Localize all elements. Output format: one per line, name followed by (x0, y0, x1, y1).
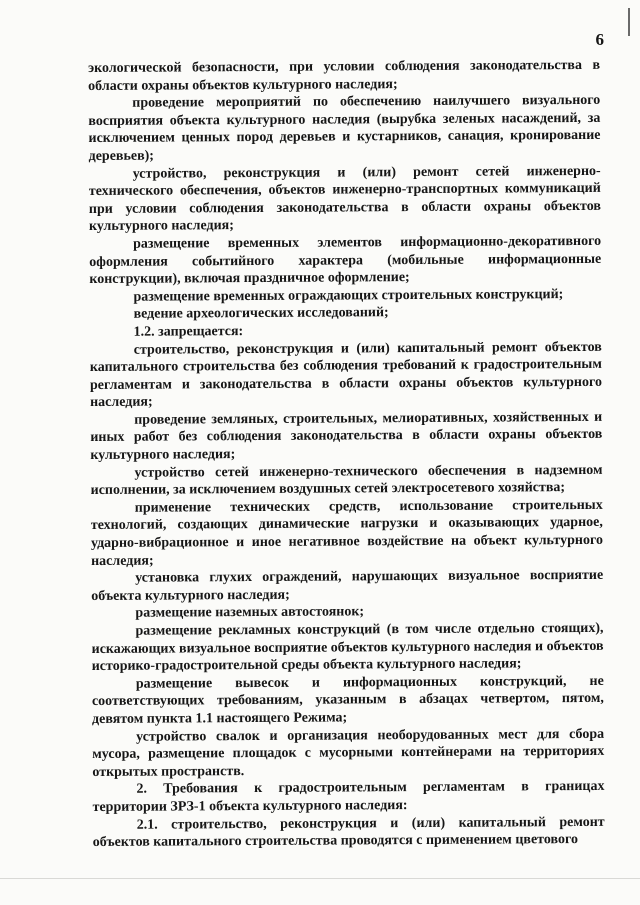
scan-edge-mark (628, 8, 630, 36)
paragraph: проведение мероприятий по обеспечению наилучшего визуального восприятия объекта культурного наследия (вырубка зеленых насаждений, за исключением ценных пород деревьев и кустарников, санация, кронирование деревьев); (88, 93, 601, 164)
document-body (88, 57, 605, 852)
paragraph: ведение археологических исследований; (133, 305, 389, 323)
paragraph: размещение временных ограждающих строительных конструкций; (133, 286, 564, 305)
paragraph: установка глухих ограждений, нарушающих визуальное восприятие объекта культурного наследия; (91, 568, 604, 604)
paragraph: проведение земляных, строительных, мелиоративных, хозяйственных и иных работ без соблюдения законодательства в области охраны объектов культурного наследия; (90, 409, 603, 464)
paragraph: устройство сетей инженерно-технического обеспечения в надземном исполнении, за исключением воздушных сетей электросетевого хозяйства; (90, 462, 603, 499)
paragraph: размещение временных элементов информационно-декоративного оформления событийного характера (мобильные информационные конструкции), включая праздничное оформление; (89, 233, 602, 288)
paragraph: 2.1. строительство, реконструкция и (или) капитальный ремонт объектов капитального строительства проводятся с применением цветового (92, 814, 605, 851)
section-heading: 1.2. запрещается: (133, 323, 244, 340)
paragraph: размещение рекламных конструкций (в том числе отдельно стоящих), искажающих визуальное восприятие объектов культурного наследия и объектов историко-градостроительной среды объекта культурного наследия; (91, 620, 604, 675)
paragraph: устройство, реконструкция и (или) ремонт сетей инженерно-технического обеспечения, объектов инженерно-транспортных коммуникаций при условии соблюдения законодательства в области охраны объектов культурного наследия; (88, 163, 601, 235)
paragraph: размещение наземных автостоянок; (135, 604, 365, 622)
paragraph: экологической безопасности, при условии соблюдения законодательства в области охраны объектов культурного наследия; (88, 57, 601, 94)
paragraph: применение технических средств, использование строительных технологий, создающих динамические нагрузки и оказывающих ударное, ударно-вибрационное и иное негативное воздействие на объект культурного наследия; (90, 497, 603, 569)
paragraph: размещение вывесок и информационных конструкций, не соответствующих требованиям, указанным в абзацах четвертом, пятом, девятом пункта 1.1 настоящего Режима; (91, 673, 604, 727)
scan-bottom-edge (0, 878, 640, 879)
section-heading: 2. Требования к градостроительным регламентам в границах территории ЗРЗ-1 объекта культурного наследия: (92, 779, 605, 815)
paragraph: строительство, реконструкция и (или) капитальный ремонт объектов капитального строительства без соблюдения требований к градостроительным регламентам и законодательства в области охраны объектов культурного наследия; (89, 339, 603, 411)
paragraph: устройство свалок и организация необорудованных мест для сбора мусора, размещение площадок с мусорными контейнерами на территориях открытых пространств. (92, 726, 605, 780)
page-number: 6 (595, 30, 604, 49)
